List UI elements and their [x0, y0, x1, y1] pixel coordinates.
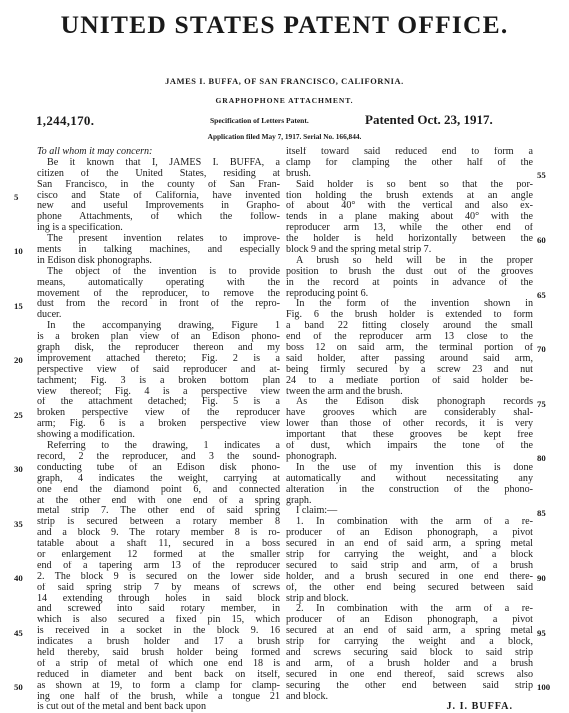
- text-line: San Francisco, in the county of San Fran-: [37, 179, 280, 190]
- text-line: 1. In combination with the arm of a re-: [296, 517, 533, 528]
- line-number-left: 10: [14, 246, 23, 257]
- text-line: and a block 9. The rotary member 8 is ro-: [37, 528, 280, 539]
- text-line: clamp for clamping the other half of the: [286, 157, 533, 168]
- invention-title: GRAPHOPHONE ATTACHMENT.: [215, 96, 354, 105]
- text-line: secured at an end of said arm, a spring metal: [286, 626, 533, 637]
- text-line: of the attachment detached; Fig. 5 is a: [37, 397, 280, 408]
- text-line: 24 to a mediate portion of said holder be-: [286, 375, 533, 386]
- text-line: and block.: [286, 691, 329, 702]
- text-line: Said holder is so bent so that the por-: [296, 179, 533, 190]
- text-line: The object of the invention is to provide: [47, 266, 280, 277]
- text-line: tion holding the brush extends at an angle: [286, 190, 533, 201]
- text-line: is received in a socket in the block 9. 16: [37, 626, 280, 637]
- text-line: showing a modification.: [37, 430, 135, 441]
- text-line: reduced in diameter and bent back on itself,: [37, 669, 280, 680]
- text-line: of said spring strip 7 by means of screws: [37, 582, 280, 593]
- text-line: of about 40° with the vertical and also ex-: [286, 201, 533, 212]
- text-line: new and useful Improvements in Grapho-: [37, 201, 280, 212]
- text-line: producer of an Edison phonograph, a pivot: [286, 615, 533, 626]
- application-line: Application filed May 7, 1917. Serial No. 166,844.: [207, 132, 362, 141]
- line-number-left: 30: [14, 464, 23, 475]
- text-line: J. I. BUFFA.: [446, 702, 513, 713]
- text-line: alteration in the construction of the phono-: [286, 484, 533, 495]
- text-line: In the accompanying drawing, Figure 1: [47, 321, 280, 332]
- text-line: and arm, of a brush holder and a brush: [286, 658, 533, 669]
- text-line: phone Attachments, of which the follow-: [37, 212, 280, 223]
- line-number-left: 25: [14, 409, 23, 420]
- text-line: is cut out of the metal and bent back upon: [37, 702, 207, 713]
- text-line: lower than those of other records, it is very: [286, 419, 533, 430]
- text-line: dust from the record in front of the repro-: [37, 299, 280, 310]
- line-number-right: 55: [537, 169, 546, 180]
- text-line: ducer.: [37, 310, 62, 321]
- text-line: In the use of my invention this is done: [296, 462, 533, 473]
- specification-label: Specification of Letters Patent.: [210, 116, 309, 125]
- text-line: which is also secured a fixed pin 15, which: [37, 615, 280, 626]
- text-line: broken perspective view of the reproducer: [37, 408, 280, 419]
- text-line: itself toward said reduced end to form a: [286, 147, 533, 157]
- text-line: perspective view of said reproducer and at-: [37, 364, 280, 375]
- line-number-right: 90: [537, 573, 546, 584]
- text-line: The present invention relates to improve-: [47, 234, 280, 245]
- text-line: automatically and without necessitating any: [286, 473, 533, 484]
- text-line: reproducer arm 13, while the other end of: [286, 223, 533, 234]
- text-line: graph.: [286, 495, 312, 506]
- text-line: graph disk, the reproducer thereon and my: [37, 343, 280, 354]
- text-line: Be it known that I, JAMES I. BUFFA, a: [47, 157, 280, 168]
- text-line: strip and block.: [286, 593, 349, 604]
- text-line: In the form of the invention shown in: [296, 299, 533, 310]
- line-number-left: 45: [14, 627, 23, 638]
- text-line: reproducing point 6.: [286, 288, 369, 299]
- inventor-line: JAMES I. BUFFA, OF SAN FRANCISCO, CALIFORNIA.: [165, 77, 404, 86]
- text-line: Fig. 6 the brush holder is extended to form: [286, 310, 533, 321]
- text-line: ing is a specification.: [37, 223, 123, 234]
- line-number-right: 95: [537, 627, 546, 638]
- text-line: securing the other end between said strip: [286, 680, 533, 691]
- right-text-column: [286, 147, 533, 713]
- text-line: and screwed into said rotary member, in: [37, 604, 280, 615]
- line-number-right: 80: [537, 453, 546, 464]
- text-line: being firmly secured by a screw 23 and nut: [286, 364, 533, 375]
- line-number-left: 35: [14, 518, 23, 529]
- text-line: secured in one end thereof, said screws also: [286, 669, 533, 680]
- line-number-left: 15: [14, 300, 23, 311]
- text-line: view thereof; Fig. 4 is a perspective view: [37, 386, 280, 397]
- text-line: I claim:—: [296, 506, 338, 517]
- text-line: 14 extending through holes in said block: [37, 593, 280, 604]
- text-line: metal strip 7. The other end of said spring: [37, 506, 280, 517]
- text-line: as shown at 19, to form a clamp for clamp-: [37, 680, 280, 691]
- text-line: said holder, after passing around said arm,: [286, 353, 533, 364]
- text-line: and screws securing said block to said strip: [286, 647, 533, 658]
- text-line: phonograph.: [286, 451, 337, 462]
- text-line: As the Edison disk phonograph records: [296, 397, 533, 408]
- text-line: end of a tapering arm 13 of the reproducer: [37, 560, 280, 571]
- text-line: tween the arm and the brush.: [286, 386, 403, 397]
- text-line: secured to said strip and arm, of a brush: [286, 560, 533, 571]
- line-number-right: 75: [537, 398, 546, 409]
- line-number-left: 20: [14, 355, 23, 366]
- text-line: A brush so held will be in the proper: [296, 255, 533, 266]
- text-line: of, the other end being secured between said: [286, 582, 533, 593]
- text-line: tatable about a shaft 11, secured in a boss: [37, 539, 280, 550]
- line-number-right: 85: [537, 507, 546, 518]
- line-number-left: 5: [14, 191, 19, 202]
- text-line: movement of the reproducer, to remove the: [37, 288, 280, 299]
- left-text-column: [37, 147, 280, 713]
- text-line: means, automatically operating with the: [37, 277, 280, 288]
- patent-number: 1,244,170.: [36, 113, 95, 128]
- text-line: of dust, which impairs the tone of the: [286, 441, 533, 452]
- line-number-right: 70: [537, 344, 546, 355]
- text-line: arm; Fig. 6 is a broken perspective view: [37, 419, 280, 430]
- text-line: 2. In combination with the arm of a re-: [296, 604, 533, 615]
- text-line: ments in talking machines, and especially: [37, 245, 280, 256]
- text-line: strip for carrying the weight and a block,: [286, 637, 533, 648]
- text-line: record, 2 the reproducer, and 3 the sound-: [37, 451, 280, 462]
- text-line: boss 12 on said arm, the terminal portion of: [286, 343, 533, 354]
- text-line: graph, 4 indicates the weight, carrying at: [37, 473, 280, 484]
- text-line: tends in a plane making about 40° with the: [286, 212, 533, 223]
- text-line: To all whom it may concern:: [37, 147, 153, 157]
- text-line: conducting tube of an Edison disk phono-: [37, 462, 280, 473]
- text-line: strip for carrying the weight, and a block: [286, 549, 533, 560]
- text-line: end of the reproducer arm 13 close to the: [286, 332, 533, 343]
- text-line: block 9 and the spring metal strip 7.: [286, 245, 432, 256]
- text-line: tachment; Fig. 3 is a broken bottom plan: [37, 375, 280, 386]
- text-line: producer of an Edison phonograph, a pivot: [286, 528, 533, 539]
- text-line: cisco and State of California, have invented: [37, 190, 280, 201]
- text-line: improvement attached thereto; Fig. 2 is a: [37, 353, 280, 364]
- text-line: have grooves which are considerably shal-: [286, 408, 533, 419]
- text-line: of a strip of metal of which one end 18 is: [37, 658, 280, 669]
- text-line: one end the diamond point 6, and connected: [37, 484, 280, 495]
- office-title: UNITED STATES PATENT OFFICE.: [60, 10, 509, 39]
- text-line: indicates a brush holder and 17 a brush: [37, 637, 280, 648]
- text-line: strip is secured between a rotary member 8: [37, 517, 280, 528]
- text-line: 2. The block 9 is secured on the lower side: [37, 571, 280, 582]
- line-number-left: 40: [14, 573, 23, 584]
- line-number-right: 60: [537, 235, 546, 246]
- patented-date: Patented Oct. 23, 1917.: [365, 112, 493, 127]
- text-line: ing one half of the brush, while a tongue 21: [37, 691, 280, 702]
- text-line: at the other end with one end of a spring: [37, 495, 280, 506]
- text-line: position to brush the dust out of the grooves: [286, 266, 533, 277]
- text-line: citizen of the United States, residing at: [37, 168, 280, 179]
- text-line: Referring to the drawing, 1 indicates a: [47, 441, 280, 452]
- text-line: secured in an end of said arm, a spring metal: [286, 539, 533, 550]
- text-line: important that these grooves be kept free: [286, 430, 533, 441]
- line-number-left: 50: [14, 682, 23, 693]
- text-line: in Edison disk phonographs.: [37, 255, 152, 266]
- text-line: held thereby, said brush holder being formed: [37, 647, 280, 658]
- text-line: holder, and a brush secured in one end there-: [286, 571, 533, 582]
- text-line: or enlargement 12 formed at the smaller: [37, 549, 280, 560]
- text-line: brush.: [286, 168, 311, 179]
- text-line: in the record at points in advance of the: [286, 277, 533, 288]
- line-number-right: 65: [537, 289, 546, 300]
- text-line: is a broken plan view of an Edison phono-: [37, 332, 280, 343]
- text-line: a band 22 fitting closely around the small: [286, 321, 533, 332]
- line-number-right: 100: [537, 682, 551, 693]
- text-line: the holder is held horizontally between the: [286, 234, 533, 245]
